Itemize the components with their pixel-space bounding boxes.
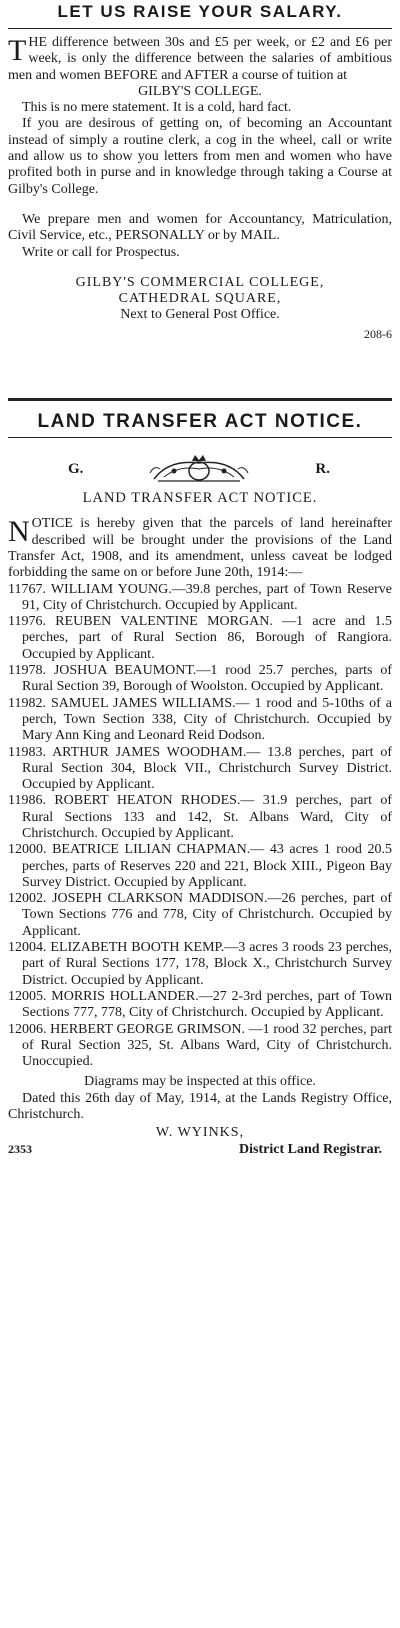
signature-block <box>8 1125 392 1157</box>
address-line-3: Next to General Post Office. <box>120 307 280 323</box>
drop-cap-t: T <box>8 34 27 67</box>
college-name-line: GILBY'S COLLEGE. <box>138 83 262 99</box>
parcel-list <box>8 582 392 1071</box>
parcel-entry: 12004. ELIZABETH BOOTH KEMP.—3 acres 3 roods 23 perches, part of Rural Sections 177, 178, Block X., Christchurch Survey District. Occupied by Applicant. <box>8 940 392 988</box>
crest-letter-g: G. <box>68 460 84 477</box>
notice-subheadline: LAND TRANSFER ACT NOTICE. <box>82 490 318 507</box>
salary-ad-para-3: If you are desirous of getting on, of becoming an Accountant instead of simply a routine clerk, a cog in the wheel, call or write and allow us to show you letters from men and women who have profited both in purse and in knowledge through taking a Course at Gilby's College. <box>8 116 392 197</box>
address-line-2: CATHEDRAL SQUARE, <box>118 291 282 307</box>
crest-letter-r: R. <box>315 460 330 477</box>
salary-ad-para-1 <box>8 35 392 84</box>
parcel-entry: 12002. JOSEPH CLARKSON MADDISON.—26 perches, part of Town Sections 776 and 778, City of Christchurch. Occupied by Applicant. <box>8 891 392 939</box>
notice-intro <box>8 516 392 581</box>
royal-crest-row <box>8 444 392 484</box>
salary-ad-para-1-text: HE difference between 30s and £5 per week, or £2 and £6 per week, is only the difference between the salaries of ambitious men and women BEFORE and AFTER a course of tuition at <box>8 35 392 83</box>
section-divider <box>8 398 392 401</box>
salary-ad-headline: LET US RAISE YOUR SALARY. <box>57 2 343 21</box>
parcel-entry: 11976. REUBEN VALENTINE MORGAN. —1 acre and 1.5 perches, part of Rural Section 86, Borough of Rangiora. Occupied by Applicant. <box>8 614 392 662</box>
notice-intro-text: OTICE is hereby given that the parcels of land hereinafter described will be brought under the provisions of the Land Transfer Act, 1908, and its amendment, unless caveat be lodged forbidding the same on or before June 20th, 1914:— <box>8 516 392 581</box>
notice-reference-number: 2353 <box>8 1141 32 1156</box>
drop-cap-n: N <box>8 515 30 549</box>
diagrams-note: Diagrams may be inspected at this office. <box>84 1074 316 1090</box>
notice-headline: LAND TRANSFER ACT NOTICE. <box>37 411 363 433</box>
parcel-entry: 11767. WILLIAM YOUNG.—39.8 perches, part of Town Reserve 91, City of Christchurch. Occupied by Applicant. <box>8 581 392 613</box>
salary-ad-para-5: Write or call for Prospectus. <box>22 244 180 260</box>
parcel-entry: 11978. JOSHUA BEAUMONT.—1 rood 25.7 perches, parts of Rural Section 39, Borough of Woolston. Occupied by Applicant. <box>8 663 392 695</box>
salary-advertisement <box>8 0 392 342</box>
dated-line: Dated this 26th day of May, 1914, at the Lands Registry Office, Christchurch. <box>8 1090 392 1123</box>
salary-ad-para-4: We prepare men and women for Accountancy, Matriculation, Civil Service, etc., PERSONALLY or by MAIL. <box>8 211 392 244</box>
royal-crest-icon <box>144 451 254 487</box>
notice-headline-rule <box>8 437 392 438</box>
parcel-entry: 12006. HERBERT GEORGE GRIMSON. —1 rood 32 perches, part of Rural Section 325, St. Albans Ward, City of Christchurch. Unoccupied. <box>8 1021 392 1070</box>
college-address <box>8 275 392 324</box>
parcel-entry: 11982. SAMUEL JAMES WILLIAMS.— 1 rood and 5-10ths of a perch, Town Section 338, City of Christchurch. Occupied by Mary Ann King and Leonard Reid Dodson. <box>8 695 392 744</box>
land-transfer-notice <box>8 405 392 1158</box>
parcel-entry: 11986. ROBERT HEATON RHODES.— 31.9 perches, part of Rural Sections 133 and 142, St. Albans Ward, City of Christchurch. Occupied by Applicant. <box>8 793 392 841</box>
ad-reference-number: 208-6 <box>364 326 392 341</box>
parcel-entry: 12005. MORRIS HOLLANDER.—27 2-3rd perches, part of Town Sections 777, 778, City of Christchurch. Occupied by Applicant. <box>8 988 392 1021</box>
signatory-title: District Land Registrar. <box>239 1141 382 1157</box>
parcel-entry: 12000. BEATRICE LILIAN CHAPMAN.— 43 acres 1 rood 20.5 perches, parts of Reserves 220 and 221, Block XIII., Pigeon Bay Survey District. Occupied by Applicant. <box>8 842 392 890</box>
signatory-name: W. WYINKS, <box>155 1125 245 1141</box>
address-line-1: GILBY'S COMMERCIAL COLLEGE, <box>75 274 325 290</box>
salary-ad-para-2: This is no mere statement. It is a cold, hard fact. <box>22 100 292 116</box>
headline-rule <box>8 28 392 29</box>
parcel-entry: 11983. ARTHUR JAMES WOODHAM.— 13.8 perches, part of Rural Section 304, Block VII., Christchurch Survey District. Occupied by Applicant. <box>8 744 392 793</box>
